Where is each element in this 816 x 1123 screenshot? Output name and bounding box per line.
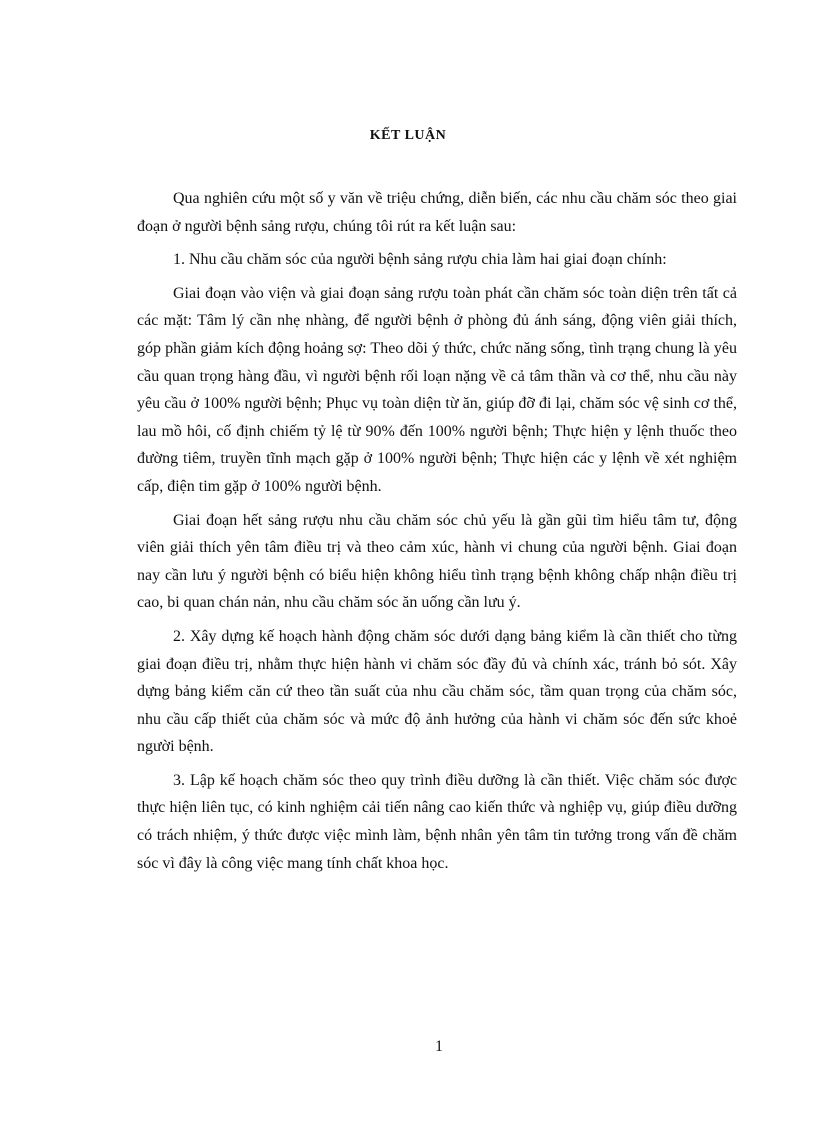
page-title: KẾT LUẬN — [369, 128, 447, 143]
conclusion-3-paragraph: 3. Lập kế hoạch chăm sóc theo quy trình điều dưỡng là cần thiết. Việc chăm sóc được thực hiện liên tục, có kinh nghiệm cải tiến nâng cao kiến thức và nghiệp vụ, giúp điều dưỡng có trách nhiệm, ý thức được việc mình làm, bệnh nhân yên tâm tin tưởng trong vấn đề chăm sóc vì đây là công việc mang tính chất khoa học. — [137, 771, 737, 872]
page-number: 1 — [435, 1038, 443, 1055]
intro-paragraph: Qua nghiên cứu một số y văn về triệu chứng, diễn biến, các nhu cầu chăm sóc theo giai đoạn ở người bệnh sảng rượu, chúng tôi rút ra kết luận sau: — [137, 190, 737, 235]
stage-recovery-paragraph: Giai đoạn hết sảng rượu nhu cầu chăm sóc chủ yếu là gần gũi tìm hiểu tâm tư, động viên giải thích yên tâm điều trị và theo cảm xúc, hành vi chung của người bệnh. Giai đoạn nay cần lưu ý người bệnh có biểu hiện không hiểu tình trạng bệnh không chấp nhận điều trị cao, bi quan chán nản, nhu cầu chăm sóc ăn uống cần lưu ý. — [137, 511, 737, 612]
conclusion-2-paragraph: 2. Xây dựng kế hoạch hành động chăm sóc dưới dạng bảng kiểm là cần thiết cho từng giai đoạn điều trị, nhằm thực hiện hành vi chăm sóc đầy đủ và chính xác, tránh bỏ sót. Xây dựng bảng kiểm căn cứ theo tần suất của nhu cầu chăm sóc, tầm quan trọng của chăm sóc, nhu cầu cấp thiết của chăm sóc và mức độ ảnh hưởng của hành vi chăm sóc đến sức khoẻ người bệnh. — [137, 627, 737, 756]
conclusion-1-paragraph: 1. Nhu cầu chăm sóc của người bệnh sảng rượu chia làm hai giai đoạn chính: — [173, 251, 667, 269]
stage-admission-paragraph: Giai đoạn vào viện và giai đoạn sảng rượu toàn phát cần chăm sóc toàn diện trên tất cả các mặt: Tâm lý cần nhẹ nhàng, để người bệnh ở phòng đủ ánh sáng, động viên giải thích, góp phần giảm kích động hoảng sợ: Theo dõi ý thức, chức năng sống, tình trạng chung là yêu cầu quan trọng hàng đầu, vì người bệnh rối loạn nặng về cả tâm thần và cơ thể, nhu cầu này yêu cầu ở 100% người bệnh; Phục vụ toàn diện từ ăn, giúp đỡ đi lại, chăm sóc vệ sinh cơ thể, lau mồ hôi, cố định chiếm tỷ lệ từ 90% đến 100% người bệnh; Thực hiện y lệnh thuốc theo đường tiêm, truyền tĩnh mạch gặp ở 100% người bệnh; Thực hiện các y lệnh về xét nghiệm cấp, điện tim gặp ở 100% người bệnh. — [137, 284, 737, 495]
document-body — [137, 185, 737, 883]
